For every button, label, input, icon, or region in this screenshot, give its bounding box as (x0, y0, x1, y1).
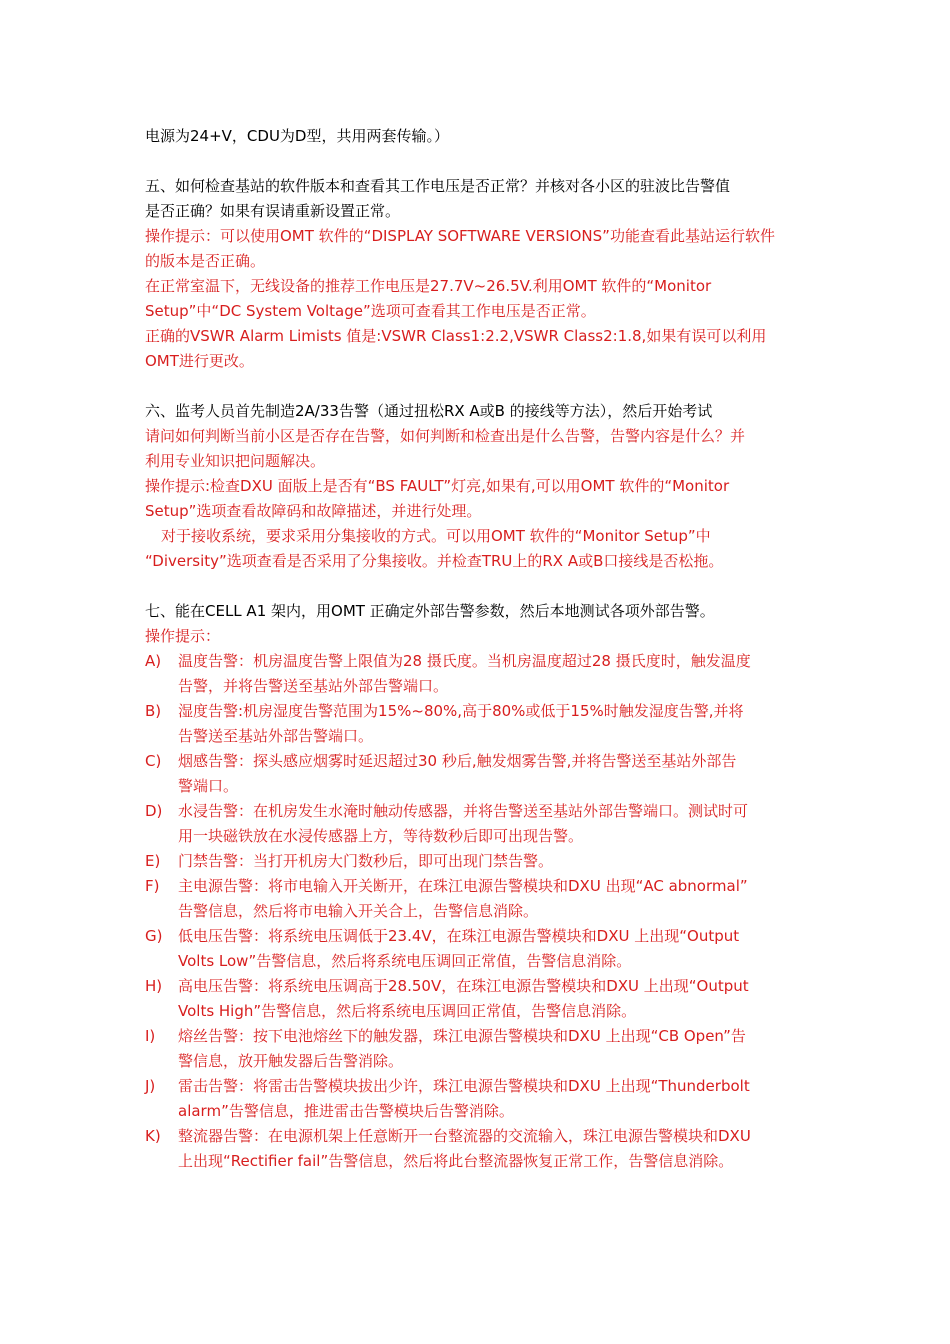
section-5-question-line: 五、如何检查基站的软件版本和查看其工作电压是否正常？并核对各小区的驻波比告警值 (145, 177, 731, 195)
alarm-item-label: D) (145, 802, 163, 820)
alarm-item-label: C) (145, 752, 162, 770)
alarm-item-list (145, 649, 810, 1174)
alarm-list-item (145, 799, 810, 849)
section-5-answer-line: 在正常室温下，无线设备的推荐工作电压是27.7V~26.5V.利用OMT 软件的“Monitor (145, 277, 712, 295)
intro-line: 电源为24+V，CDU为D型，共用两套传输。） (145, 127, 449, 145)
section-6-answer-line: “Diversity”选项查看是否采用了分集接收。并检查TRU上的RX A或B口接线是否松拖。 (145, 552, 724, 570)
section-5-answer-line: OMT进行更改。 (145, 352, 254, 370)
alarm-item-line: 水浸告警：在机房发生水淹时触动传感器，并将告警送至基站外部告警端口。测试时可 (178, 802, 749, 820)
alarm-item-line: 上出现“Rectifier fail”告警信息，然后将此台整流器恢复正常工作，告警信息消除。 (178, 1152, 734, 1170)
section-5-answer-line: 的版本是否正确。 (145, 252, 266, 270)
alarm-item-label: H) (145, 977, 163, 995)
alarm-item-line: 高电压告警：将系统电压调高于28.50V，在珠江电源告警模块和DXU 上出现“Output (178, 977, 749, 995)
alarm-item-label: F) (145, 877, 160, 895)
section-5 (145, 174, 810, 374)
alarm-list-item (145, 1124, 810, 1174)
alarm-item-text (178, 649, 810, 699)
section-6-answer-line: 利用专业知识把问题解决。 (145, 452, 326, 470)
alarm-list-item (145, 974, 810, 1024)
alarm-list-item (145, 699, 810, 749)
alarm-item-text (178, 1024, 810, 1074)
alarm-item-text (178, 799, 810, 849)
alarm-item-text (178, 1124, 810, 1174)
alarm-item-label: G) (145, 927, 163, 945)
alarm-list-item (145, 1074, 810, 1124)
alarm-list-item (145, 874, 810, 924)
alarm-item-line: 告警，并将告警送至基站外部告警端口。 (178, 677, 449, 695)
alarm-item-line: 雷击告警：将雷击告警模块拔出少许，珠江电源告警模块和DXU 上出现“Thunderbolt (178, 1077, 750, 1095)
section-5-answer-line: Setup”中“DC System Voltage”选项可查看其工作电压是否正常。 (145, 302, 596, 320)
alarm-item-text (178, 749, 810, 799)
alarm-item-line: 用一块磁铁放在水浸传感器上方，等待数秒后即可出现告警。 (178, 827, 584, 845)
alarm-item-label: E) (145, 852, 161, 870)
alarm-item-line: 主电源告警：将市电输入开关断开，在珠江电源告警模块和DXU 出现“AC abnormal” (178, 877, 748, 895)
section-6-answer-line: Setup”选项查看故障码和故障描述，并进行处理。 (145, 502, 482, 520)
alarm-item-line: 湿度告警:机房湿度告警范围为15%~80%,高于80%或低于15%时触发湿度告警,并将 (178, 702, 744, 720)
alarm-list-item (145, 649, 810, 699)
alarm-list-item (145, 924, 810, 974)
section-6 (145, 399, 810, 574)
alarm-item-label: A) (145, 652, 162, 670)
alarm-list-item (145, 1024, 810, 1074)
alarm-item-line: 低电压告警：将系统电压调低于23.4V，在珠江电源告警模块和DXU 上出现“Output (178, 927, 740, 945)
alarm-item-label: I) (145, 1027, 156, 1045)
alarm-item-line: 熔丝告警：按下电池熔丝下的触发器，珠江电源告警模块和DXU 上出现“CB Open”告 (178, 1027, 746, 1045)
alarm-item-text (178, 699, 810, 749)
section-6-question-line: 六、监考人员首先制造2A/33告警（通过扭松RX A或B 的接线等方法），然后开始考试 (145, 402, 713, 420)
alarm-item-line: 警端口。 (178, 777, 239, 795)
document-content (145, 124, 810, 1174)
alarm-item-line: 门禁告警：当打开机房大门数秒后，即可出现门禁告警。 (178, 852, 554, 870)
alarm-item-line: Volts Low”告警信息，然后将系统电压调回正常值，告警信息消除。 (178, 952, 632, 970)
alarm-item-label: B) (145, 702, 162, 720)
alarm-item-line: 告警送至基站外部告警端口。 (178, 727, 374, 745)
section-7 (145, 599, 810, 1174)
alarm-item-text (178, 849, 810, 874)
alarm-item-line: 温度告警：机房温度告警上限值为28 摄氏度。当机房温度超过28 摄氏度时，触发温度 (178, 652, 751, 670)
section-6-answer-line: 操作提示:检查DXU 面版上是否有“BS FAULT”灯亮,如果有,可以用OMT 软件的“Monitor (145, 477, 730, 495)
alarm-item-text (178, 974, 810, 1024)
alarm-item-text (178, 874, 810, 924)
alarm-item-line: Volts High”告警信息，然后将系统电压调回正常值，告警信息消除。 (178, 1002, 637, 1020)
alarm-item-text (178, 1074, 810, 1124)
section-5-answer-line: 正确的VSWR Alarm Limists 值是:VSWR Class1:2.2,VSWR Class2:1.8,如果有误可以利用 (145, 327, 767, 345)
alarm-item-line: alarm”告警信息，推进雷击告警模块后告警消除。 (178, 1102, 514, 1120)
alarm-item-line: 烟感告警：探头感应烟雾时延迟超过30 秒后,触发烟雾告警,并将告警送至基站外部告 (178, 752, 737, 770)
section-7-question-line: 七、能在CELL A1 架内，用OMT 正确定外部告警参数，然后本地测试各项外部告警。 (145, 602, 715, 620)
alarm-list-item (145, 849, 810, 874)
alarm-item-label: K) (145, 1127, 161, 1145)
alarm-item-text (178, 924, 810, 974)
alarm-item-line: 整流器告警：在电源机架上任意断开一台整流器的交流输入，珠江电源告警模块和DXU (178, 1127, 751, 1145)
alarm-item-label: J) (145, 1077, 156, 1095)
section-5-question-line: 是否正确？如果有误请重新设置正常。 (145, 202, 401, 220)
section-6-answer-line: 对于接收系统，要求采用分集接收的方式。可以用OMT 软件的“Monitor Setup”中 (161, 527, 711, 545)
alarm-item-line: 警信息，放开触发器后告警消除。 (178, 1052, 404, 1070)
section-5-answer-line: 操作提示：可以使用OMT 软件的“DISPLAY SOFTWARE VERSIONS”功能查看此基站运行软件 (145, 227, 775, 245)
section-6-answer-line: 请问如何判断当前小区是否存在告警，如何判断和检查出是什么告警，告警内容是什么？并 (145, 427, 746, 445)
alarm-item-line: 告警信息，然后将市电输入开关合上，告警信息消除。 (178, 902, 539, 920)
alarm-list-item (145, 749, 810, 799)
section-7-hint-label: 操作提示： (145, 627, 221, 645)
